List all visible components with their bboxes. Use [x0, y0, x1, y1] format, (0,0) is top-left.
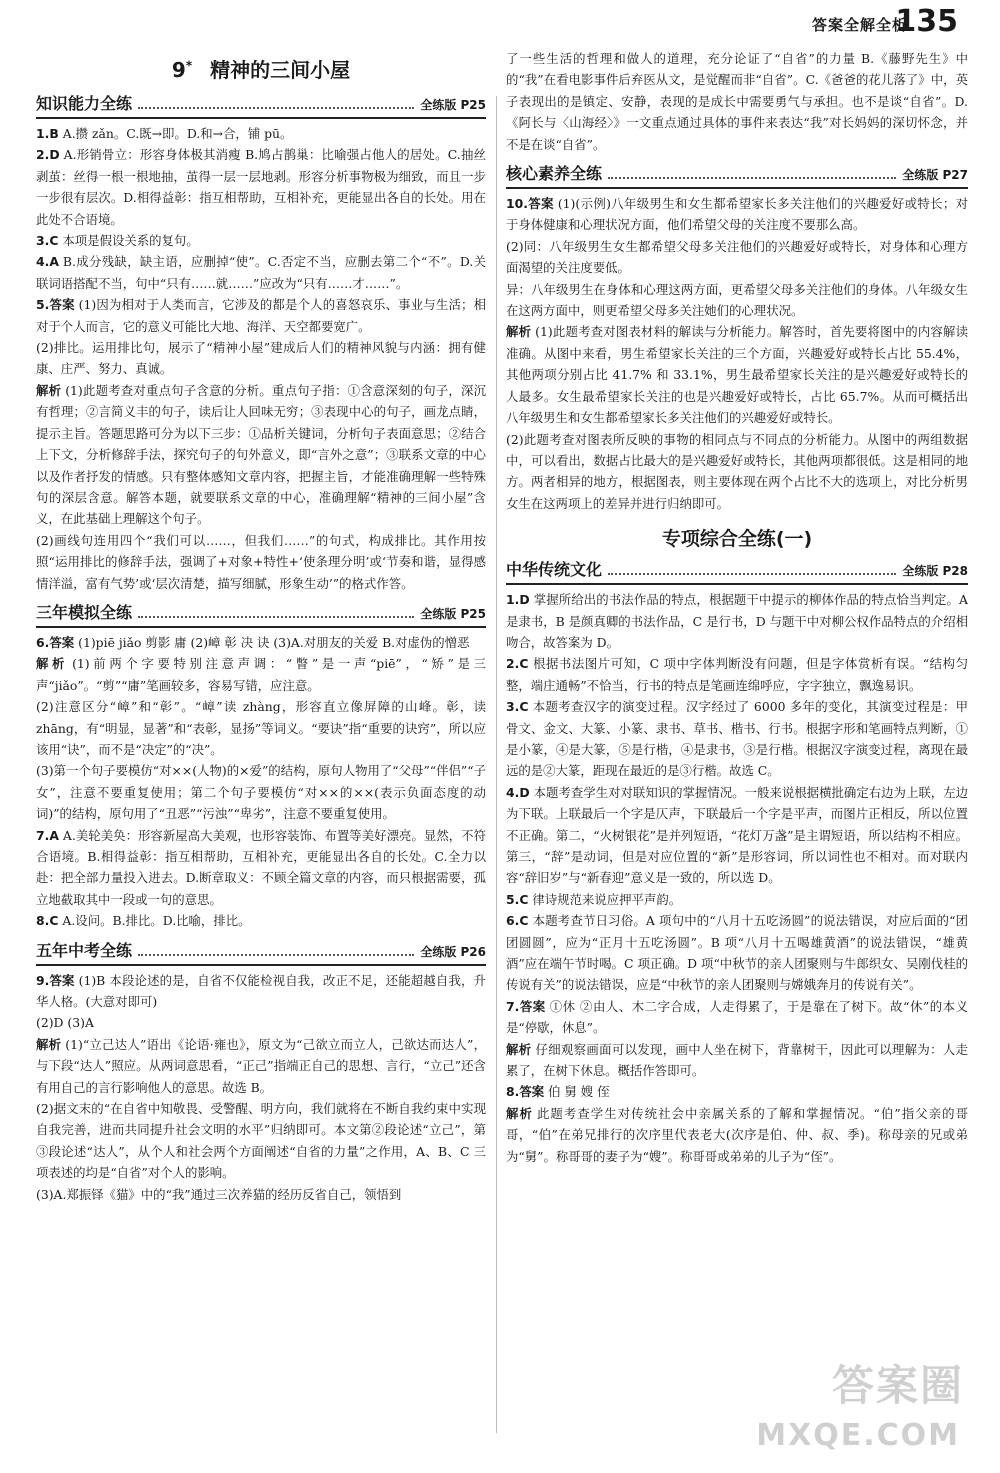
answer-text: 仔细观察画面可以发现，画中人坐在树下，背靠树干，因此可以理解为：人走累了，在树下休息。概括作答即可。	[506, 1041, 968, 1079]
answer-entry	[36, 380, 486, 530]
special-title: 专项综合全练(一)	[661, 528, 813, 551]
answer-text: A.美轮美奂：形容新屋高大美观，也形容装饰、布置等美好漂亮。显然，不符合语境。B.相得益彰：指互相帮助，互相补充，更能显出各自的长处。C.全力以赴：把全部力量投入进去。D.断章取义：不顾全篇文章的内容，而只根据需要，孤立地截取其中一段或一句的意思。	[36, 827, 486, 907]
entries-continued	[506, 48, 968, 155]
section-title: 知识能力全练	[36, 94, 133, 113]
answer-entry	[36, 760, 486, 824]
answer-entry	[36, 144, 486, 230]
answer-number: 3.C	[506, 699, 529, 715]
analysis-label: 解析	[36, 382, 62, 398]
answer-number: 6.答案	[36, 634, 75, 650]
answer-text: (1)“立己达人”语出《论语·雍也》，原文为“己欲立而立人，己欲达而达人”，与下段“达人”照应。从两词意思看，“正己”指端正自己的思想、言行，“立己”还含有用自己的言行影响他人的意思。故选 B。	[36, 1036, 486, 1095]
answer-text: 律诗规范来说应押平声韵。	[532, 891, 682, 907]
section-header-three-year	[36, 598, 486, 628]
answer-text: 异：八年级男生在身体和心理这两方面，更希望父母多关注他们的身体。八年级女生在这两方面中，则更希望父母多关注她们的心理状况。	[506, 281, 968, 319]
answer-number: 8.答案	[506, 1084, 545, 1100]
answer-text: (3)第一个句子要模仿“对××(人物)的×爱”的结构，原句人物用了“父母”“伴侣”“子女”，注意不要重复使用；第二个句子要模仿“对××的××(表示负面态度的动词)”的结构，原句用了“丑恶”“污浊”“卑劣”，注意不要重复使用。	[36, 763, 486, 822]
answer-text: 本题考查学生对对联知识的掌握情况。一般来说根据横批确定右边为上联，左边为下联。上联最后一个字是仄声，下联最后一个字是平声，而图片正相反，所以位置不正确。第二，“火树银花”是并列短语，“花灯万盏”是主谓短语，所以结构不相应。第三，“辞”是动词，但是对应位置的“新”是形容词，所以词性也不相对。而对联内容“辞旧岁”与“新春迎”意义是一致的，所以选 D。	[506, 784, 968, 886]
watermark-logo: 答案圈	[831, 1361, 964, 1410]
answer-text: (1)(示例)八年级男生和女生都希望家长多关注他们的兴趣爱好或特长；对于身体健康和心理状况方面，他们希望父母的关注度不要那么高。	[506, 196, 968, 233]
lesson-number: 9	[171, 58, 186, 82]
answer-number: 4.A	[36, 254, 59, 270]
answer-entry	[506, 889, 968, 910]
entries-five-year	[36, 970, 486, 1205]
section-ref: 全练版 P25	[420, 98, 486, 112]
entries-culture	[506, 589, 968, 1167]
answer-text: (1)前两个字要特别注意声调：“瞥”是一声“piē”，“矫”是三声“jiǎo”。“剪”“庸”笔画较多，容易写错，应注意。	[36, 656, 486, 693]
answer-number: 2.C	[506, 656, 529, 672]
answer-number: 5.答案	[36, 297, 75, 313]
answer-text: A.攒 zǎn。C.既→即。D.和→合，铺 pū。	[62, 126, 293, 141]
answer-number: 8.C	[36, 913, 59, 929]
answer-text: 伯 舅 嫂 侄	[548, 1084, 610, 1100]
section-header-culture	[506, 555, 968, 585]
answer-number: 1.D	[506, 592, 530, 608]
answer-text: 本项是假设关系的复句。	[62, 233, 199, 249]
section-header-knowledge	[36, 89, 486, 119]
analysis-label: 解析	[36, 1036, 62, 1052]
answer-number: 5.C	[506, 891, 529, 907]
answer-entry	[506, 321, 968, 428]
section-header-five-year	[36, 936, 486, 966]
answer-number: 10.答案	[506, 196, 554, 212]
answer-text: 了一些生活的哲理和做人的道理，充分论证了“自省”的力量 B.《藤野先生》中的“我”在看电影事件后弃医从文，是觉醒而非“自省”。C.《爸爸的花儿落了》中，英子表现出的是镇定、安静，表现的是成长中需要勇气与承担。也不是谈“自省”。D.《阿长与〈山海经〉》一文重点通过具体的事件来表达“我”对长妈妈的深切怀念，并不是在谈“自省”。	[506, 51, 968, 152]
answer-text: (2)注意区分“嶂”和“彰”。“嶂”读 zhàng，形容直立像屏障的山峰。彰，读 zhāng，有“明显，显著”和“表彰，显扬”等词义。“要诀”指“重要的诀窍”，所以应该用“诀”，而不是“决定”的“决”。	[36, 699, 486, 757]
answer-entry	[36, 1034, 486, 1098]
entries-knowledge	[36, 123, 486, 594]
answer-entry	[36, 230, 486, 251]
answer-entry	[506, 782, 968, 889]
section-ref: 全练版 P25	[420, 606, 486, 621]
lesson-name: 精神的三间小屋	[210, 58, 351, 82]
answer-entry	[36, 337, 486, 380]
answer-entry	[36, 530, 486, 594]
answer-number: 6.C	[506, 913, 529, 929]
answer-entry	[506, 589, 968, 653]
answer-text: 掌握所给出的书法作品的特点，根据题干中提示的柳体作品的特点恰当判定。A 是隶书，B 是颜真卿的书法作品，C 是行书，D 与题干中对柳公权作品特点的介绍相吻合，故答案为 D。	[506, 592, 968, 650]
answer-entry	[506, 1103, 968, 1167]
answer-text: (1)此题考查对重点句子含意的分析。重点句子指：①含意深刻的句子，深沉有哲理；②言简义丰的句子，读后让人回味无穷；③表现中心的句子，画龙点睛，提示主旨。答题思路可分为以下三步：①品析关键词，分析句子表面意思；②结合上下文，分析修辞手法，探究句子的句外意义，即“言外之意”；③联系文章的中心以及作者抒发的情感。只有整体感知文章内容，把握主旨，才能准确理解一些特殊句的深层含意。解答本题，就要联系文章的中心，准确理解“精神的三间小屋”含义，在此基础上理解这个句子。	[36, 382, 486, 527]
answer-text: 根据书法图片可知，C 项中字体判断没有问题，但是字体赏析有误。“结构匀整，端庄通畅”不恰当，行书的特点是笔画连绵呼应，字字独立，飘逸易识。	[506, 656, 968, 693]
section-header-core	[506, 159, 968, 189]
answer-entry	[36, 910, 486, 931]
section-title: 三年模拟全练	[36, 602, 133, 622]
answer-entry	[36, 632, 486, 653]
answer-entry	[36, 294, 486, 337]
header-label: 答案全解全析	[811, 16, 908, 34]
section-title: 核心素养全练	[506, 164, 603, 184]
answer-entry	[36, 653, 486, 696]
answer-entry	[506, 1081, 968, 1102]
answer-text: (2)此题考查对图表所反映的事物的相同点与不同点的分析能力。从图中的两组数据中，可以看出，数据占比最大的是兴趣爱好或特长，其他两项都很低。这是相同的地方。两者相异的地方，根据图表，则主要体现在两个占比不大的选项上，对比分析男女生在这两项上的差异并进行归纳即可。	[506, 431, 968, 511]
answer-number: 7.答案	[506, 998, 546, 1014]
watermark-site: MXQE.COM	[756, 1418, 960, 1453]
answer-number: 3.C	[36, 233, 59, 249]
answer-number: 4.D	[506, 784, 530, 800]
answer-text: B.成分残缺，缺主语，应删掉“使”。C.否定不当，应删去第二个“不”。D.关联词语搭配不当，句中“只有……就……”应改为“只有……才……”。	[36, 254, 486, 291]
section-title: 五年中考全练	[36, 940, 133, 960]
answer-text: A.设问。B.排比。D.比喻，排比。	[62, 913, 251, 929]
answer-entry	[506, 696, 968, 782]
answer-entry	[36, 123, 486, 144]
page-number: 135	[895, 4, 958, 39]
answer-entry	[36, 1012, 486, 1033]
section-title: 中华传统文化	[506, 560, 603, 580]
answer-text: (2)据文末的“在自省中知敬畏、受警醒、明方向，我们就将在不断自我约束中实现自我完善，进而共同提升社会文明的水平”归纳即可。本文第②段论述“立己”，第③段论述“达人”，从个人和社会两个方面阐述“自省的力量”之作用，A、B、C 三项表述的均是“自省”对个人的影响。	[36, 1101, 486, 1181]
answer-entry	[36, 1184, 486, 1205]
lesson-title	[36, 54, 486, 83]
answer-text: 本题考查汉字的演变过程。汉字经过了 6000 多年的变化，其演变过程是：甲骨文、金文、大篆、小篆、隶书、草书、楷书、行书。根据字形和笔画特点判断，①是小篆，④是大篆，⑤是行楷，④是隶书，③是行楷。根据汉字演变过程，离现在最远的是②大篆，距现在最近的是③行楷。故选 C。	[506, 699, 968, 779]
answer-text: 此题考查学生对传统社会中亲属关系的了解和掌握情况。“伯”指父亲的哥哥，“伯”在弟兄排行的次序里代表老大(次序是伯、仲、叔、季)。称母亲的兄或弟为“舅”。称哥哥的妻子为“嫂”。称哥哥或弟弟的儿子为“侄”。	[506, 1105, 968, 1164]
entries-core	[506, 193, 968, 514]
column-divider	[496, 96, 497, 1433]
answer-number: 9.答案	[36, 972, 75, 988]
answer-number: 7.A	[36, 827, 59, 843]
answer-entry	[36, 970, 486, 1013]
answer-entry	[506, 1039, 968, 1082]
answer-entry	[506, 279, 968, 322]
answer-entry	[36, 1098, 486, 1184]
answer-entry	[506, 429, 968, 515]
answer-text: (2)排比。运用排比句，展示了“精神小屋”建成后人们的精神风貌与内涵：拥有健康、庄严、努力、真诚。	[36, 340, 486, 377]
analysis-label: 解析	[506, 324, 532, 340]
lesson-mark: *	[185, 58, 193, 73]
right-column	[506, 48, 968, 1453]
answer-number: 1.B	[36, 126, 59, 141]
left-column	[36, 48, 486, 1453]
answer-entry	[506, 193, 968, 236]
answer-text: A.形销骨立：形容身体极其消瘦 B.鸠占鹊巢：比喻强占他人的居处。C.抽丝剥茧：丝得一根一根地抽，茧得一层一层地剥。形容分析事物极为细致，而且一步一步很有层次。D.相得益彰：指互相帮助，互相补充，更能显出各自的长处。用在此处不合语境。	[36, 147, 486, 227]
answer-entry	[506, 48, 968, 155]
answer-text: (2)画线句连用四个“我们可以……，但我们……”的句式，构成排比。其作用按照“运用排比的修辞手法，强调了+对象+特性+‘使条理分明’或‘节奏和谐，显得感情洋溢，富有气势’或‘层次清楚，描写细腻，形象生动’”的格式作答。	[36, 532, 486, 591]
answer-text: 本题考查节日习俗。A 项句中的“八月十五吃汤圆”的说法错误，对应后面的“团团圆圆”，应为“正月十五吃汤圆”。B 项“八月十五喝雄黄酒”的说法错误，“雄黄酒”应在端午节时喝。C 项正确。D 项“中秋节的亲人团聚则与牛郎织女、吴刚伐桂的传说有关”的说法错误，应是“中秋节的亲人团聚则与嫦娥奔月的传说有关”。	[506, 913, 968, 993]
section-ref: 全练版 P27	[902, 168, 968, 183]
answer-entry	[36, 825, 486, 911]
section-ref: 全练版 P26	[420, 944, 486, 959]
answer-text: (3)A.郑振铎《猫》中的“我”通过三次养猫的经历反省自己，领悟到	[36, 1186, 402, 1202]
answer-entry	[506, 910, 968, 996]
analysis-label: 解析	[506, 1105, 533, 1121]
answer-entry	[36, 696, 486, 760]
answer-entry	[506, 996, 968, 1039]
section-ref: 全练版 P28	[902, 564, 968, 579]
page-header	[0, 0, 1000, 50]
answer-entry	[506, 653, 968, 696]
entries-three-year	[36, 632, 486, 932]
answer-text: (1)piē jiǎo 剪影 庸 (2)嶂 彰 决 诀 (3)A.对朋友的关爱 B.对虚伪的憎恶	[78, 634, 470, 650]
answer-entry	[36, 251, 486, 294]
answer-text: (2)D (3)A	[36, 1015, 94, 1031]
answer-text: (1)因为相对于人类而言，它涉及的都是个人的喜怒哀乐、事业与生活；相对于个人而言，它的意义可能比大地、海洋、天空都要宽广。	[36, 297, 486, 334]
answer-text: (1)此题考查对图表材料的解读与分析能力。解答时，首先要将图中的内容解读准确。从图中来看，男生希望家长关注的三个方面，兴趣爱好或特长占比 55.4%，其他两项分别占比 41.7% 和 33.1%，男生最希望家长关注的是兴趣爱好或特长的人最多。女生最希望家长关注的也是兴趣爱好或特长，占比 65.7%。从而可概括出八年级男生和女生都希望家长多关注他们的兴趣爱好或特长。	[506, 324, 968, 426]
answer-text: (1)B 本段论述的是，自省不仅能检视自我，改正不足，还能超越自我，升华人格。(大意对即可)	[36, 972, 486, 1010]
answer-number: 2.D	[36, 147, 60, 163]
analysis-label: 解析	[506, 1041, 532, 1057]
analysis-label: 解析	[36, 656, 69, 672]
answer-entry	[506, 236, 968, 279]
answer-text: ①休 ②由人、木二字合成，人走得累了，于是靠在了树下。故“休”的本义是“停歇，休息”。	[506, 998, 968, 1036]
answer-text: (2)同：八年级男生女生都希望父母多关注他们的兴趣爱好或特长，对身体和心理方面渴望的关注度要低。	[506, 238, 968, 276]
